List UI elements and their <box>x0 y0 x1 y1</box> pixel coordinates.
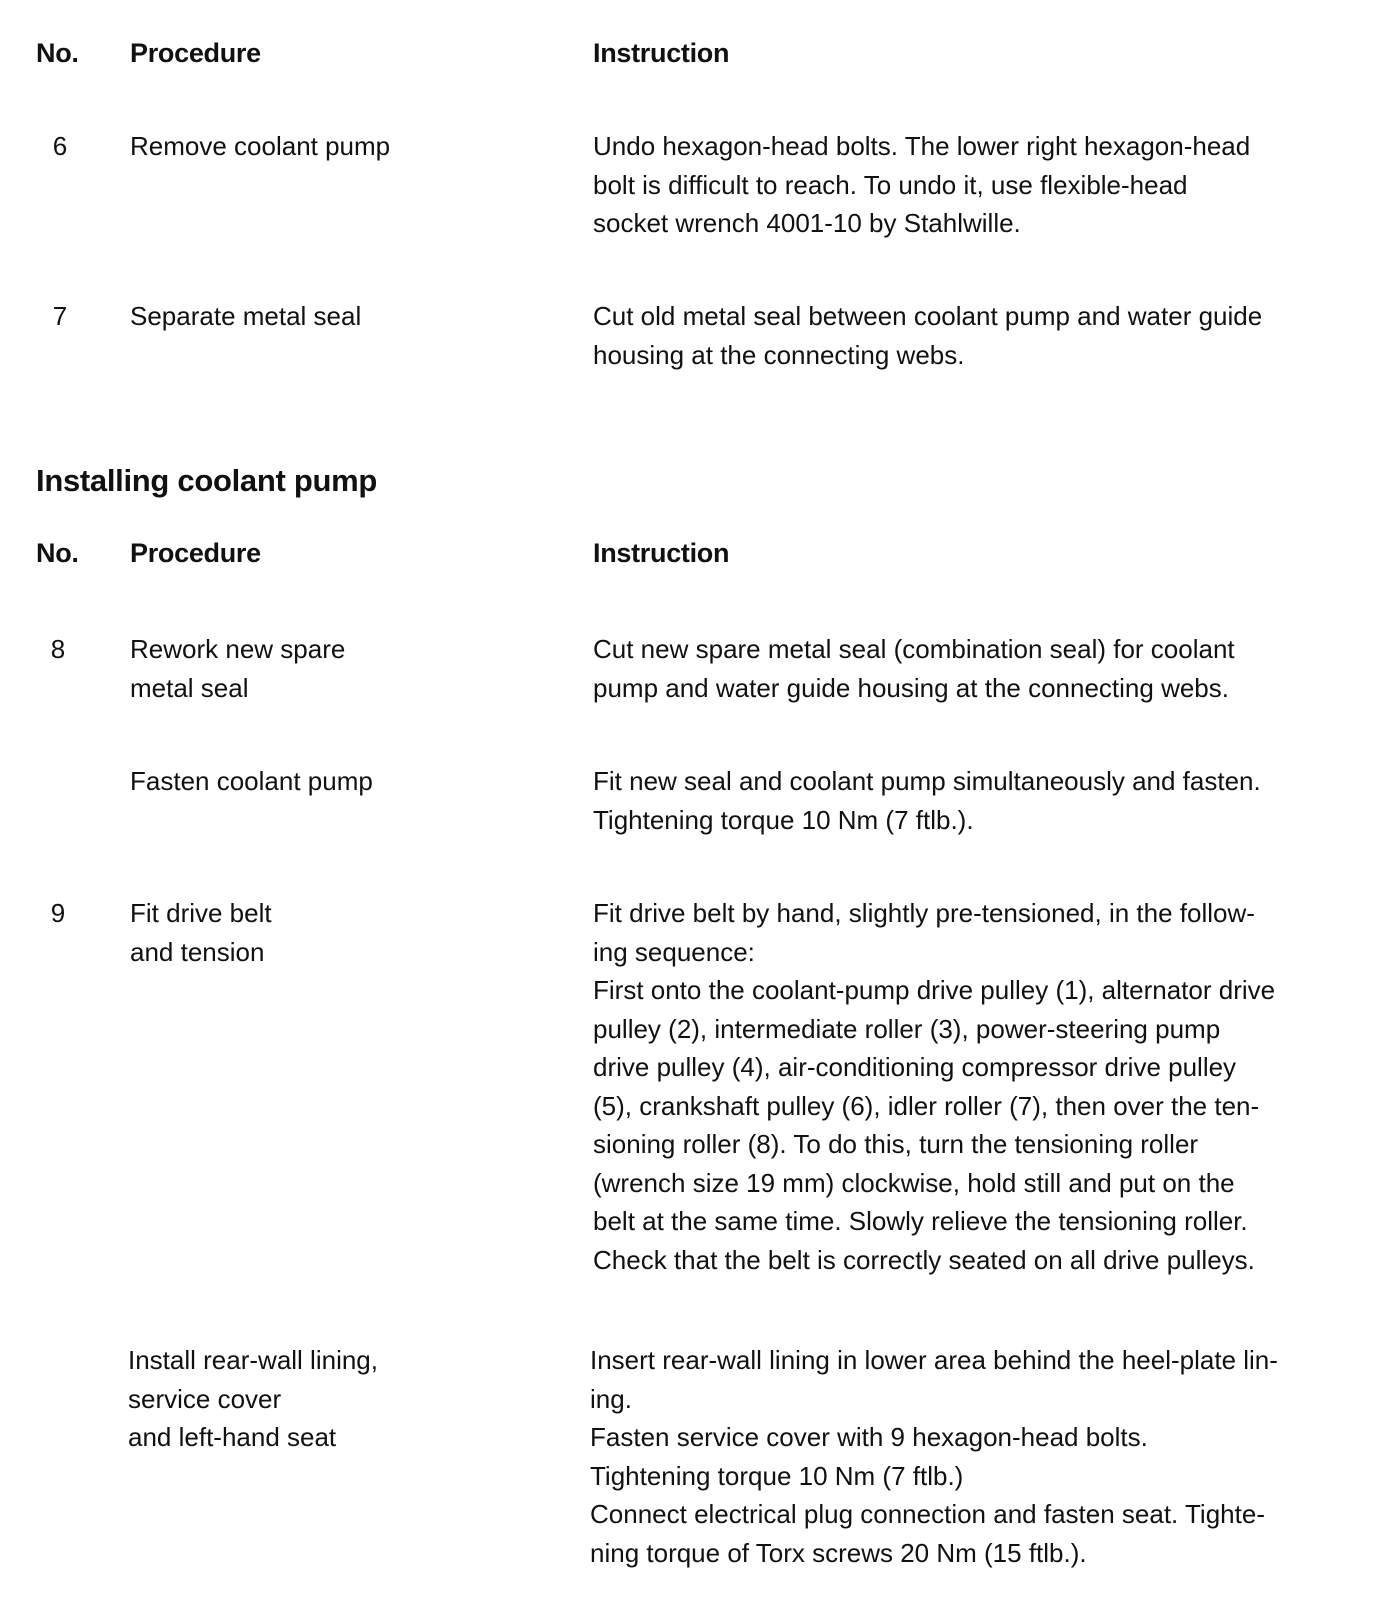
table1-row-6-number: 6 <box>52 131 68 161</box>
table1-row-6-instruction: Undo hexagon-head bolts. The lower right hexagon-head bolt is difficult to reach. To undo it, use flexible-head socket wrench 4001-10 by Stahlwille. <box>593 131 1251 238</box>
table1-header-no: No. <box>36 38 79 68</box>
table2-row-9-number: 9 <box>50 898 66 928</box>
table2-header-no: No. <box>36 538 79 568</box>
table1-row-7-instruction: Cut old metal seal between coolant pump and water guide housing at the connecting webs. <box>593 301 1263 370</box>
table2-row-9-instruction: Fit drive belt by hand, slightly pre-tensioned, in the follow- ing sequence: First onto the coolant-pump drive pulley (1), alternator drive pulley (2), intermediate roller (3), power-steering pump drive pulley (4), air-conditioning compressor drive pulley (5), crankshaft pulley (6), idler roller (7), then over the ten- sioning roller (8). To do this, turn the tensioning roller (wrench size 19 mm) clockwise, hold still and put on the belt at the same time. Slowly relieve the tensioning roller. Check that the belt is correctly seated on all drive pulleys. <box>593 898 1276 1275</box>
table2-row-fasten-procedure: Fasten coolant pump <box>130 766 373 796</box>
section-title: Installing coolant pump <box>36 463 377 498</box>
table2-row-fasten-instruction: Fit new seal and coolant pump simultaneously and fasten. Tightening torque 10 Nm (7 ftlb.). <box>593 766 1261 835</box>
table2-row-8-instruction: Cut new spare metal seal (combination seal) for coolant pump and water guide housing at the connecting webs. <box>593 634 1235 703</box>
table2-header-instruction: Instruction <box>593 538 730 568</box>
table2-row-8-number: 8 <box>50 634 66 664</box>
table1-header-instruction: Instruction <box>593 38 730 68</box>
table2-header-procedure: Procedure <box>130 538 261 568</box>
table1-header-procedure: Procedure <box>130 38 261 68</box>
table1-row-7-procedure: Separate metal seal <box>130 301 362 331</box>
table1-row-6-procedure: Remove coolant pump <box>130 131 391 161</box>
table2-row-8-procedure: Rework new spare metal seal <box>130 634 346 703</box>
table1-row-7-number: 7 <box>52 301 68 331</box>
table2-row-install-procedure: Install rear-wall lining, service cover and left-hand seat <box>128 1345 378 1452</box>
table2-row-9-procedure: Fit drive belt and tension <box>130 898 272 967</box>
table2-row-install-instruction: Insert rear-wall lining in lower area behind the heel-plate lin- ing. Fasten service cover with 9 hexagon-head bolts. Tightening torque 10 Nm (7 ftlb.) Connect electrical plug connection and fasten seat. Tighte- ning torque of Torx screws 20 Nm (15 ftlb.). <box>590 1345 1278 1568</box>
